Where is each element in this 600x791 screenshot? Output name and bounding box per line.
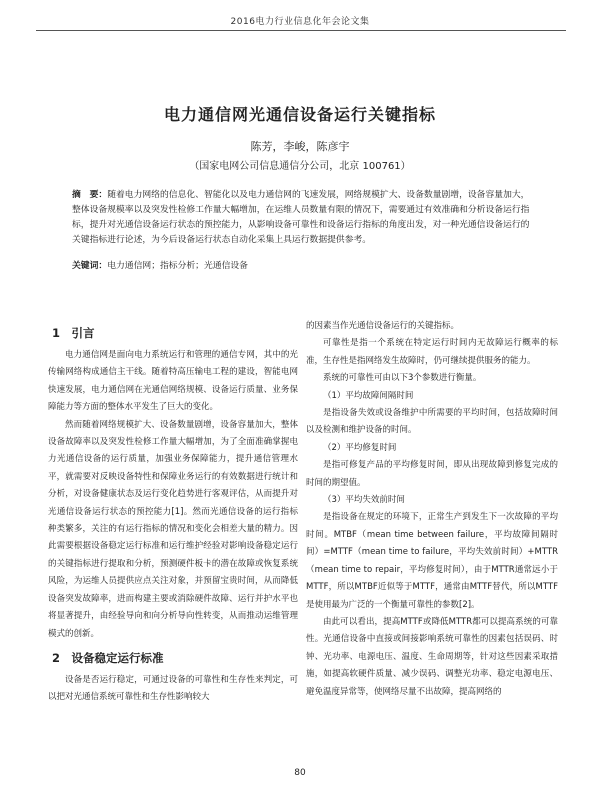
paragraph: 是指设备失效或设备维护中所需要的平均时间，包括故障时间以及检测和维护设备的时间。 (306, 408, 558, 436)
affiliation: （国家电网公司信息通信分公司，北京 100761） (189, 161, 411, 172)
paragraph: 电力通信网是面向电力系统运行和管理的通信专网，其中的光传输网络构成通信主干线。随着特高压输电工程的建设，智能电网快速发展，电力通信网在光通信网络规模、设备运行质量、业务保障能力等方面的整体水平发生了巨大的变化。 (48, 350, 298, 413)
section-1-title: 1 引言 (52, 326, 95, 340)
paragraph: 设备是否运行稳定，可通过设备的可靠性和生存性来判定，可以把对光通信系统可靠性和生存性影响较大 (48, 674, 298, 703)
paragraph: 是指设备在规定的环境下，正常生产到发生下一次故障的平均时间。MTBF（mean time between failure，平均故障间隔时间）=MTTF（mean time to failure，平均失效前时间）+MTTR（mean time to repair，平均修复时间），由于MTTR通常远小于MTTF，所以MTBF近似等于MTTF，通常由MTTF替代，所以MTTF是使用最为广泛的一个衡量可靠性的参数[2]。 (306, 512, 558, 610)
paragraph: 然而随着网络规模扩大、设备数量剧增，设备容量加大，整体设备故障率以及突发性检修工作量大幅增加，为了全面准确掌握电力光通信设备的运行质量，加强业务保障能力，提升通信管理水平，就需要对反映设备特性和保障业务运行的有效数据进行统计和分析，对设备健康状态及运行变化趋势进行客观评估，从而提升对光通信设备运行状态的预控能力[1]。然而光通信设备的运行指标种类繁多，关注的有运行指标的情况和变化会相差大量的精力。因此需要根据设备稳定运行标准和运行维护经验对影响设备稳定运行的关键指标进行提取和分析，预测硬件板卡的潜在故障或恢复系统风险，为运维人员提供应点关注对象，并预留宝贵时间，从而降低设备突发故障率，进而构建主要或消除硬件故障、运行并护水平也将显著提升，由经验导向和向分析导向性转变，从而推动运维管理模式的创新。 (48, 419, 298, 639)
abstract-text: 随着电力网络的信息化、智能化以及电力通信网的飞速发展，网络规模扩大、设备数量剧增，设备容量加大，整体设备规模率以及突发性检修工作量大幅增加，在运维人员数量有限的情况下，需要通过有效准确和分析设备运行指标，提升对光通信设备运行状态的预控能力，从影响设备可靠性和设备运行指标的角度出发，对一种光通信设备运行的关键指标进行论述，为今后设备运行状态自动化采集上具运行数据提供参考。 (72, 190, 530, 245)
keywords (72, 258, 538, 271)
header-divider (36, 30, 566, 31)
section-2-title: 2 设备稳定运行标准 (52, 650, 164, 665)
running-header: 2016电力行业信息化年会论文集 (230, 17, 370, 27)
paragraph: 的因素当作光通信设备运行的关键指标。 (306, 321, 460, 331)
keywords-label: 关键词： (72, 261, 108, 271)
subheading: （1）平均故障间隔时间 (323, 390, 414, 401)
paragraph: 是指可修复产品的平均修复时间，即从出现故障到修复完成的时间的期望值。 (306, 460, 558, 488)
page-number: 80 (294, 768, 306, 778)
paragraph: 由此可以看出，提高MTTF或降低MTTR都可以提高系统的可靠性。光通信设备中直接或间接影响系统可靠性的因素包括误码、时钟、光功率、电源电压、温度、生命周期等，针对这些因素采取措施，如提高软硬件质量、减少误码、调整光功率、稳定电源电压、避免温度异常等，使网络尽量不出故障，提高网络的 (306, 616, 558, 697)
abstract-label: 摘 要： (72, 190, 108, 200)
left-column (48, 318, 298, 707)
paragraph: 系统的可靠性可由以下3个参数进行衡量。 (323, 373, 482, 384)
subheading: （2）平均修复时间 (323, 442, 397, 453)
keywords-text: 电力通信网；指标分析；光通信设备 (107, 261, 248, 271)
authors: 陈芳，李峻，陈彦宇 (250, 140, 350, 153)
right-column (306, 318, 558, 701)
paper-title: 电力通信网光通信设备运行关键指标 (163, 105, 436, 124)
paragraph: 可靠性是指一个系统在特定运行时间内无故障运行概率的标准，生存性是指网络发生故障时，仍可继续提供服务的能力。 (306, 338, 558, 366)
subheading: （3）平均失效前时间 (323, 495, 405, 506)
abstract (72, 188, 538, 248)
